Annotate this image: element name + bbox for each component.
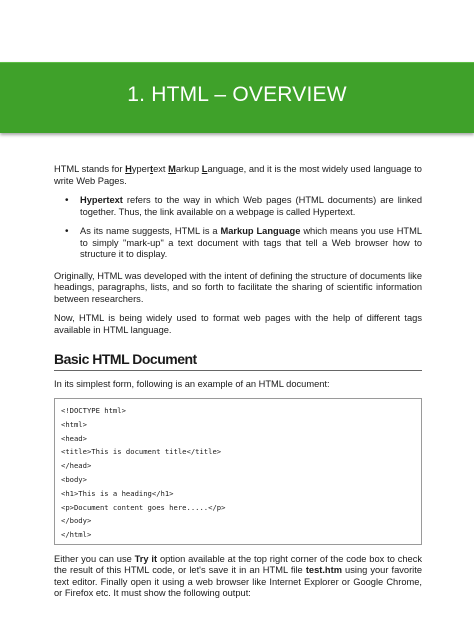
filename-term: test.htm — [305, 565, 342, 576]
code-line: <!DOCTYPE html> — [61, 406, 126, 415]
code-line: <h1>This is a heading</h1> — [61, 488, 174, 498]
history-paragraph: Originally, HTML was developed with the intent of defining the structure of documents like headings, paragraphs, lists, and so forth to facilitate the sharing of scientific information between researchers. — [54, 270, 422, 304]
code-line: <head> — [61, 433, 87, 443]
intro-text: anguage, and it is the most widely used language to write Web Pages. — [54, 164, 422, 186]
code-line: <p>Document content goes here.....</p> — [61, 502, 226, 512]
intro-text: yper — [131, 164, 150, 174]
code-line: <title>This is document title</title> — [61, 447, 222, 457]
intro-letter-h: H — [125, 164, 132, 174]
closing-text: Either you can use — [54, 553, 135, 564]
list-item-hypertext — [54, 195, 422, 218]
code-line: </html> — [61, 530, 92, 540]
bullet-text: which means you use HTML to simply "mark-up" a text document with tags that tell a Web browser how to structure it to display. — [80, 226, 423, 259]
chapter-title: 1. HTML – OVERVIEW — [127, 83, 347, 106]
chapter-banner — [0, 62, 474, 133]
closing-text: using your favorite text editor. Finally open it using a web browser like Internet Explorer or Google Chrome, or Firefox etc. It must show the following output: — [54, 565, 422, 599]
section-intro: In its simplest form, following is an example of an HTML document: — [54, 378, 330, 389]
bullet-term: Markup Language — [220, 226, 301, 236]
definition-list — [54, 195, 422, 261]
intro-letter-t: t — [149, 164, 154, 174]
intro-text: HTML stands for — [54, 164, 126, 174]
code-line: <html> — [61, 419, 87, 429]
document-body — [54, 164, 422, 608]
code-line: <body> — [61, 474, 87, 484]
closing-text: option available at the top right corner of the code box to check the result of this HTML code, or let's save it in an HTML file — [54, 553, 422, 576]
intro-text: arkup — [175, 164, 202, 174]
bullet-text: refers to the way in which Web pages (HTML documents) are linked together. Thus, the link available on a webpage is called Hypertext. — [80, 195, 422, 217]
intro-letter-m: M — [168, 164, 176, 174]
intro-text: ext — [153, 164, 169, 174]
list-item-markup — [54, 226, 422, 261]
bullet-text: As its name suggests, HTML is a — [80, 226, 221, 236]
intro-letter-l: L — [201, 164, 208, 174]
section-divider — [54, 370, 422, 371]
section-heading: Basic HTML Document — [54, 351, 197, 367]
closing-paragraph — [54, 554, 422, 600]
intro-paragraph — [54, 164, 422, 187]
code-line: </head> — [61, 461, 92, 471]
bullet-term: Hypertext — [80, 195, 123, 205]
usage-paragraph: Now, HTML is being widely used to format web pages with the help of different tags available in HTML language. — [54, 313, 422, 335]
code-box[interactable] — [54, 398, 422, 545]
try-it-term: Try it — [134, 553, 158, 564]
code-line: </body> — [61, 516, 92, 526]
